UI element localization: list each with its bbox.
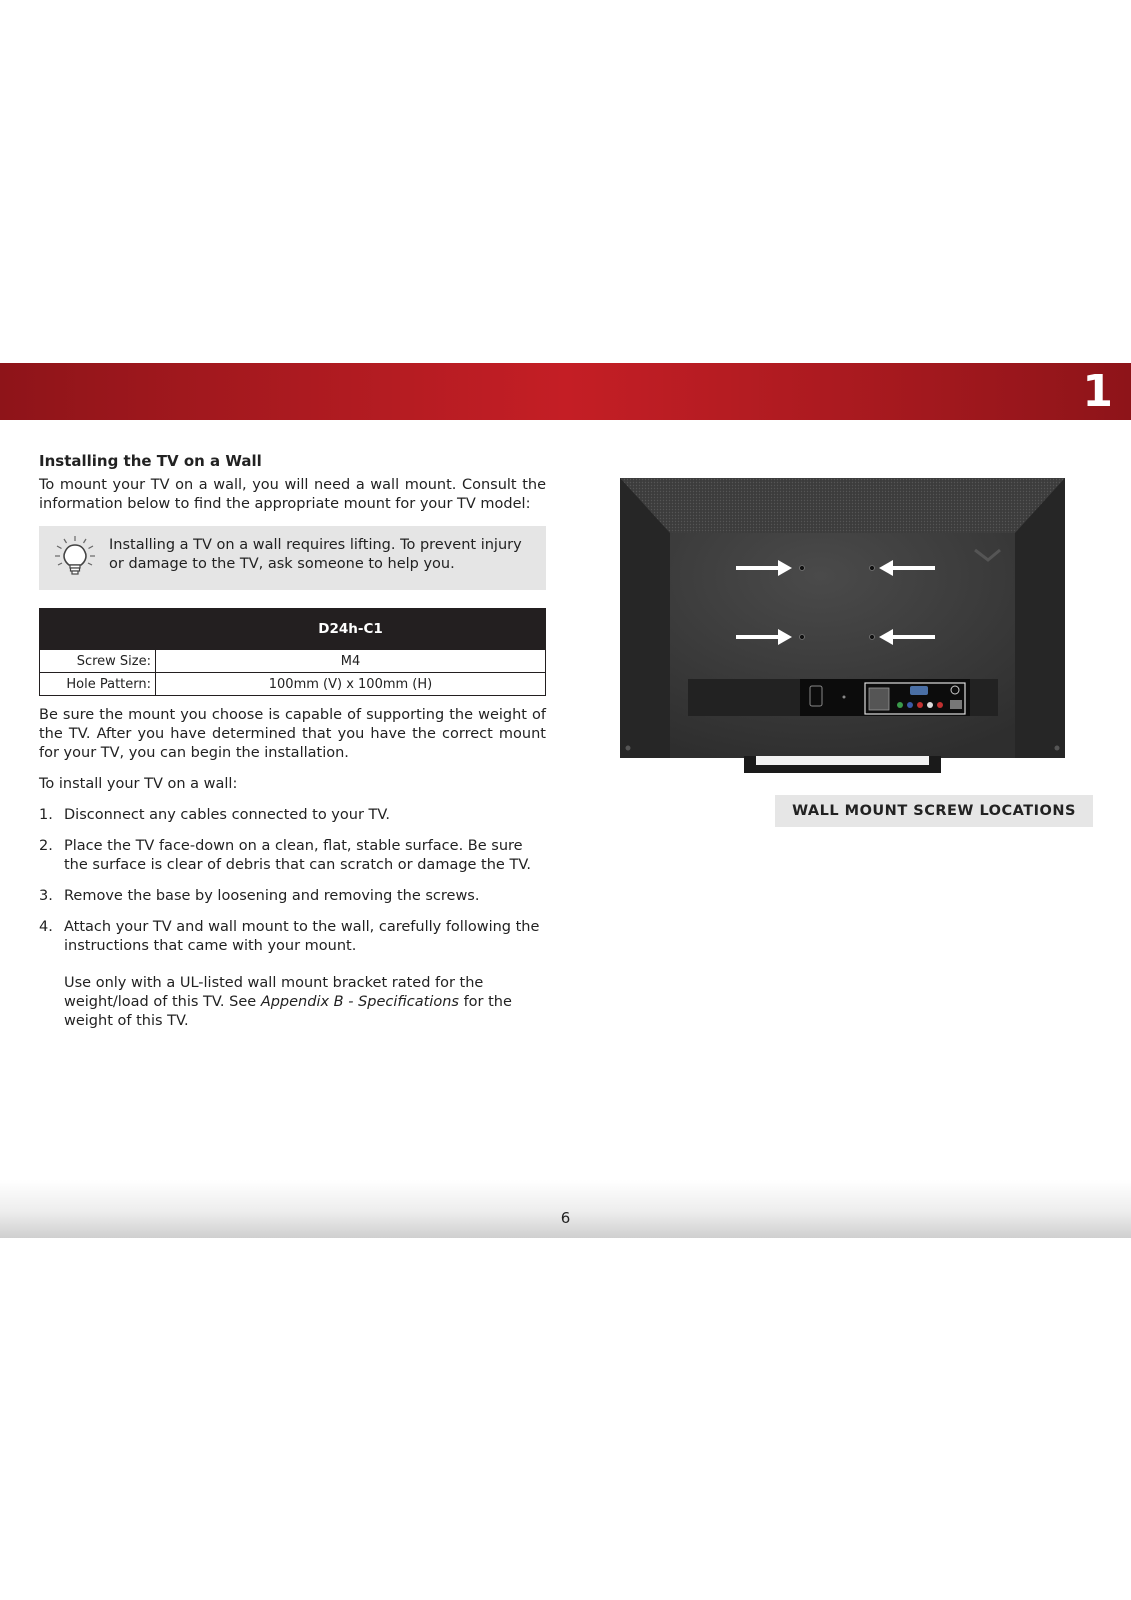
- step-text: Disconnect any cables connected to your TV.: [64, 807, 391, 823]
- spec-table: [39, 608, 546, 696]
- screw-size-value: M4: [156, 650, 546, 673]
- left-column: [39, 452, 546, 1031]
- list-item: [39, 806, 546, 825]
- list-item: [39, 837, 546, 875]
- hole-pattern-label: Hole Pattern:: [40, 673, 156, 696]
- step-text: Attach your TV and wall mount to the wall, carefully following the instructions that came with your mount.: [64, 919, 540, 954]
- step-number: 4.: [39, 919, 53, 935]
- list-item: [39, 887, 546, 906]
- step-text: Place the TV face-down on a clean, flat, stable surface. Be sure the surface is clear of debris that can scratch or damage the TV.: [64, 838, 531, 873]
- step-number: 1.: [39, 807, 53, 823]
- install-intro: To install your TV on a wall:: [39, 776, 238, 792]
- step-number: 2.: [39, 838, 53, 854]
- step-number: 3.: [39, 888, 53, 904]
- lightbulb-icon: [53, 534, 97, 578]
- tv-back-illustration: [620, 478, 1065, 773]
- appendix-reference: Appendix B - Specifications: [260, 994, 459, 1010]
- chapter-number: 1: [1082, 366, 1113, 417]
- table-row: [40, 650, 546, 673]
- list-item: [39, 918, 546, 956]
- section-title: Installing the TV on a Wall: [39, 452, 262, 470]
- tip-text: Installing a TV on a wall requires lifting. To prevent injury or damage to the TV, ask someone to help you.: [109, 537, 522, 572]
- note-text: Use only with a UL-listed wall mount bracket rated for the weight/load of this TV. See: [64, 975, 484, 1010]
- ul-note: [39, 974, 546, 1031]
- tip-box: [39, 526, 546, 590]
- screw-size-label: Screw Size:: [40, 650, 156, 673]
- hole-pattern-value: 100mm (V) x 100mm (H): [156, 673, 546, 696]
- figure-caption: WALL MOUNT SCREW LOCATIONS: [775, 795, 1093, 827]
- intro-paragraph: To mount your TV on a wall, you will need a wall mount. Consult the information below to find the appropriate mount for your TV model:: [39, 477, 546, 512]
- model-name: D24h-C1: [156, 609, 546, 650]
- note-text-end: for the weight of this TV.: [64, 994, 512, 1029]
- page-number: 6: [560, 1209, 571, 1227]
- mount-support-paragraph: Be sure the mount you choose is capable of supporting the weight of the TV. After you have determined that you have the correct mount for your TV, you can begin the installation.: [39, 707, 546, 761]
- spec-table-header: [40, 609, 546, 650]
- chapter-banner: [0, 363, 1131, 420]
- step-text: Remove the base by loosening and removing the screws.: [64, 888, 480, 904]
- install-steps: [39, 806, 546, 956]
- table-row: [40, 673, 546, 696]
